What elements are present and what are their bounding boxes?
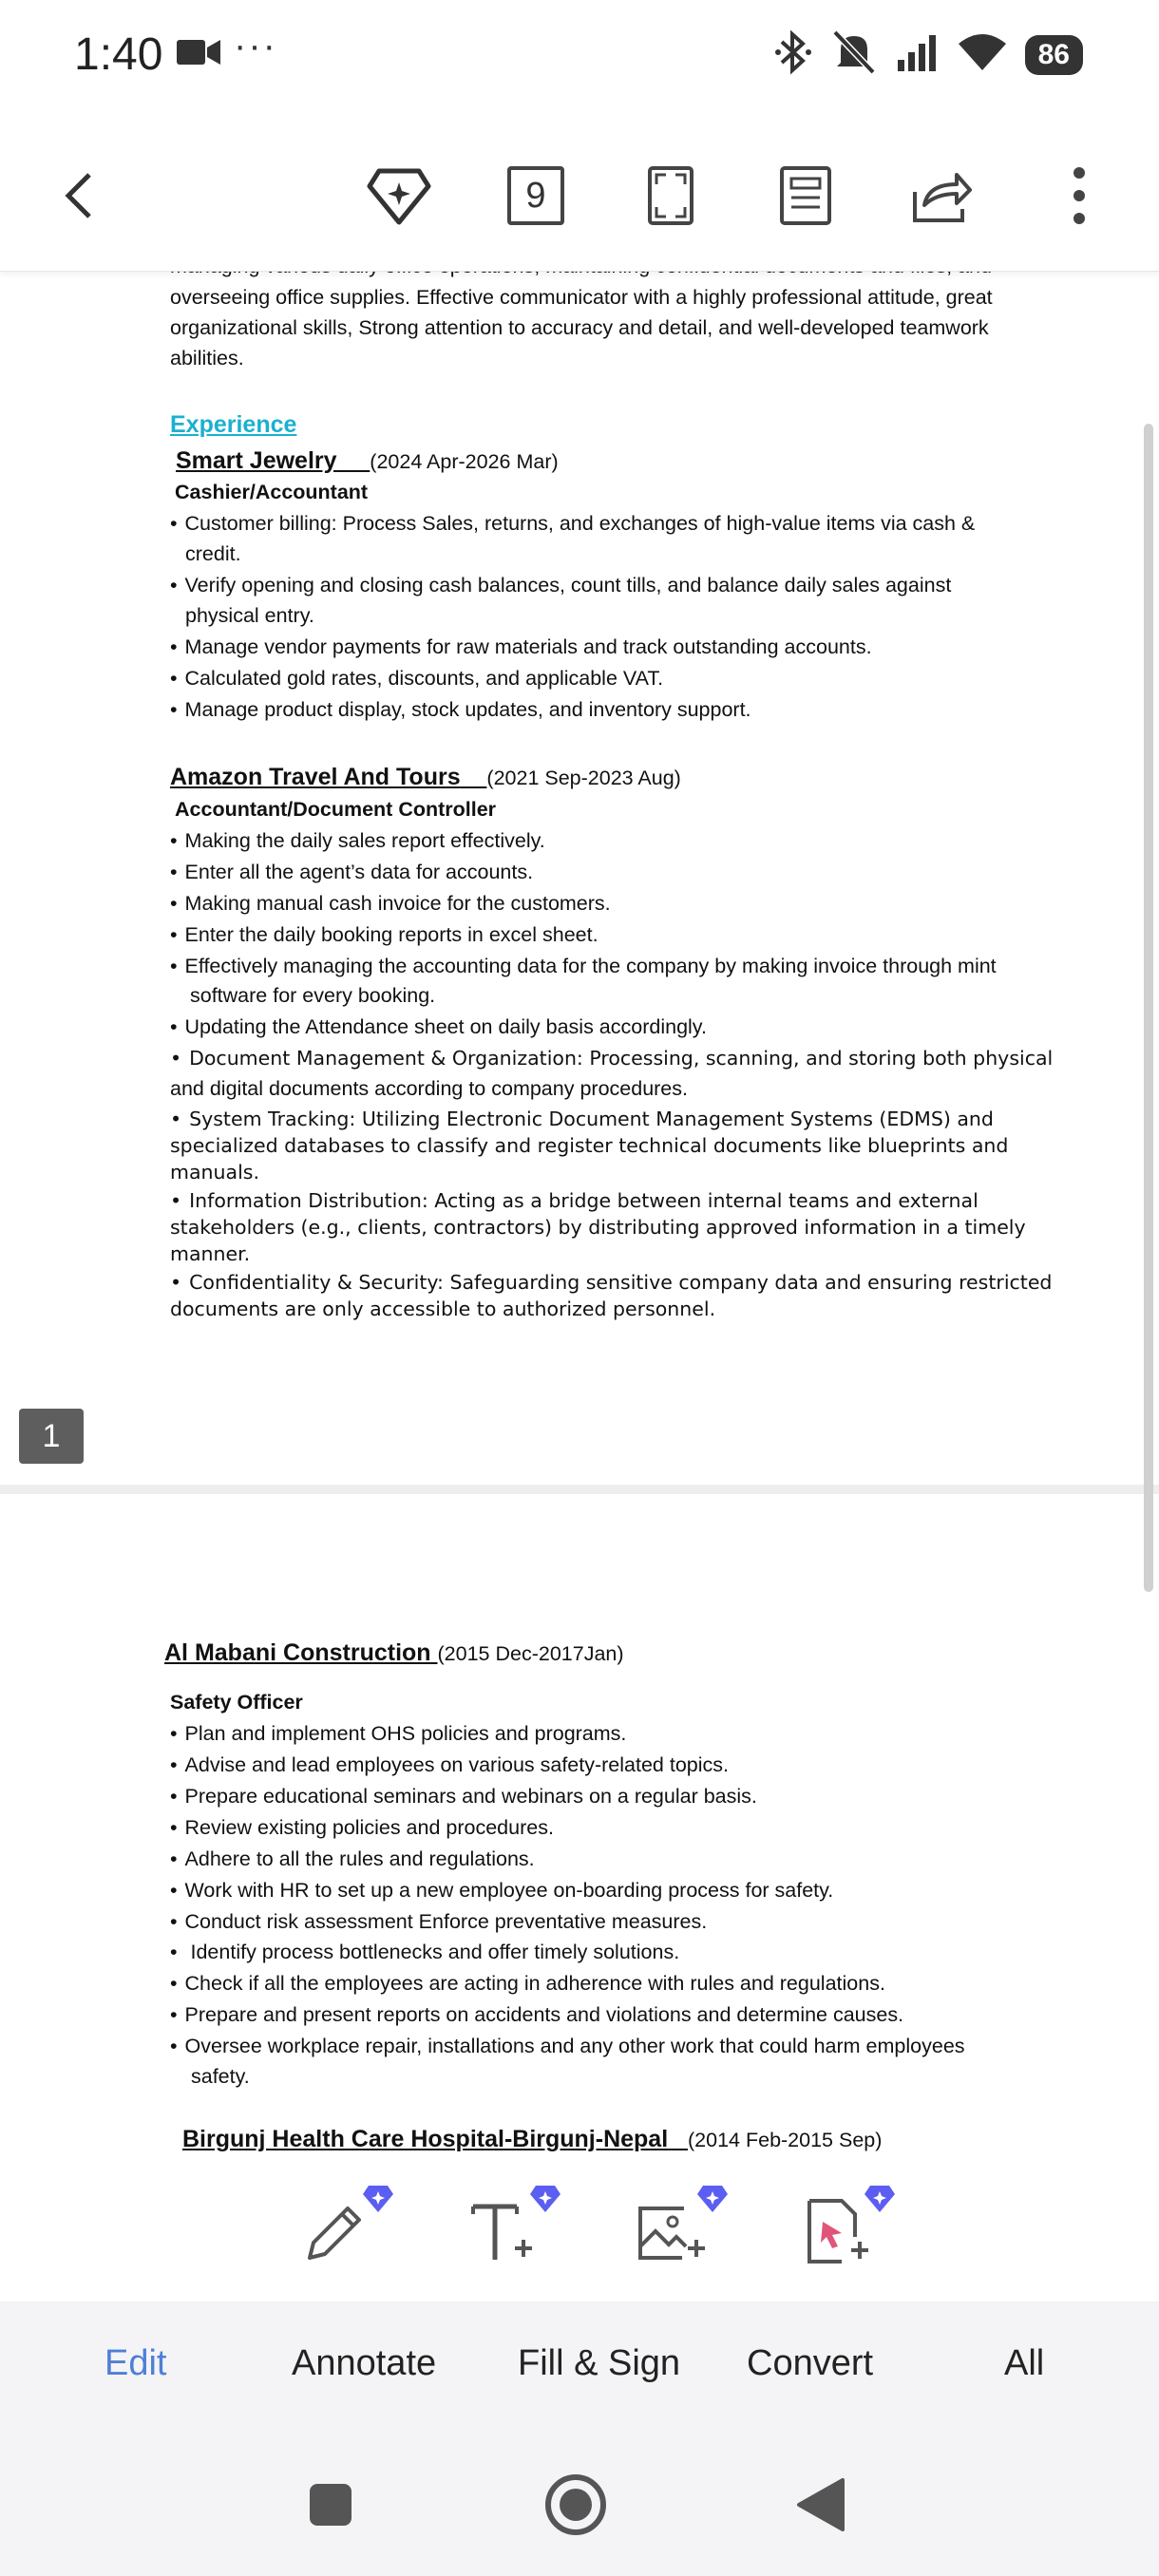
video-camera-icon: [177, 38, 220, 71]
ai-badge-icon: [528, 2182, 562, 2216]
list-item: • Enter the daily booking reports in excel sheet.: [170, 923, 598, 947]
job-dates: (2021 Sep-2023 Aug): [486, 767, 681, 789]
add-image-button[interactable]: [627, 2189, 712, 2275]
job-dates: (2015 Dec-2017Jan): [437, 1642, 624, 1665]
tab-all[interactable]: All: [1004, 2343, 1045, 2383]
share-icon: [911, 167, 974, 224]
list-item: • Enter all the agent’s data for accounts.: [170, 861, 533, 884]
list-item: • Advise and lead employees on various safety-related topics.: [170, 1753, 729, 1777]
muted-bell-icon: [829, 28, 879, 81]
list-item: • Making the daily sales report effectively.: [170, 829, 545, 853]
list-item-continued: software for every booking.: [190, 984, 436, 1007]
list-item-continued: manuals.: [170, 1161, 259, 1184]
battery-icon: 86: [1025, 35, 1083, 75]
list-item: • Document Management & Organization: Processing, scanning, and storing both physical: [170, 1047, 1053, 1070]
list-item-continued: safety.: [191, 2065, 250, 2088]
job-header: [164, 1639, 624, 1667]
list-item: • Oversee workplace repair, installations and any other work that could harm employees: [170, 2035, 965, 2058]
more-dots-icon: ···: [234, 25, 277, 66]
job-role: Accountant/Document Controller: [175, 798, 497, 821]
list-item: • Customer billing: Process Sales, returns, and exchanges of high-value items via cash &: [170, 512, 975, 536]
status-bar: [0, 0, 1159, 112]
fullscreen-icon: [647, 165, 694, 226]
job-header: [170, 764, 681, 791]
company-name: Al Mabani Construction: [164, 1639, 431, 1666]
signal-icon: [896, 33, 940, 76]
list-item-continued: credit.: [185, 542, 241, 565]
job-dates: (2024 Apr-2026 Mar): [370, 450, 559, 473]
bottom-tab-bar: [0, 2301, 1159, 2434]
list-item: • Confidentiality & Security: Safeguarding sensitive company data and ensuring restricted: [170, 1271, 1052, 1294]
tab-fill-sign[interactable]: Fill & Sign: [518, 2343, 681, 2383]
list-item: • Conduct risk assessment Enforce preventative measures.: [170, 1910, 707, 1934]
back-triangle-icon: [795, 2476, 846, 2533]
list-item: • Manage product display, stock updates, and inventory support.: [170, 698, 751, 722]
list-item: • Calculated gold rates, discounts, and applicable VAT.: [170, 667, 663, 691]
status-time: 1:40: [74, 29, 163, 80]
more-vertical-icon: [1072, 165, 1087, 226]
reading-mode-button[interactable]: [771, 161, 840, 230]
job-dates: (2014 Feb-2015 Sep): [688, 2129, 883, 2151]
recents-icon: [307, 2481, 354, 2529]
ai-button[interactable]: [365, 161, 433, 230]
job-role: Safety Officer: [170, 1691, 303, 1714]
list-item-continued: physical entry.: [185, 604, 314, 627]
list-item: • Prepare and present reports on accidents and violations and determine causes.: [170, 2003, 903, 2027]
more-options-button[interactable]: [1045, 161, 1113, 230]
top-toolbar: [0, 112, 1159, 272]
list-item: • Prepare educational seminars and webinars on a regular basis.: [170, 1785, 757, 1809]
summary-line: overseeing office supplies. Effective communicator with a highly professional attitude, great: [170, 286, 993, 309]
ai-badge-icon: [695, 2182, 730, 2216]
tab-convert[interactable]: Convert: [747, 2343, 874, 2383]
list-item: • Information Distribution: Acting as a bridge between internal teams and external: [170, 1189, 978, 1212]
home-icon: [543, 2472, 608, 2537]
list-item: • Identify process bottlenecks and offer timely solutions.: [170, 1941, 679, 1964]
list-item-continued: manner.: [170, 1242, 251, 1265]
bluetooth-icon: [774, 28, 812, 81]
share-button[interactable]: [908, 161, 977, 230]
reading-mode-icon: [779, 165, 832, 226]
page-separator: [0, 1485, 1159, 1494]
page-number-badge: 1: [19, 1409, 84, 1464]
back-nav-button[interactable]: [785, 2469, 857, 2541]
wifi-icon: [957, 32, 1008, 77]
scrollbar[interactable]: [1144, 424, 1153, 1592]
add-text-button[interactable]: [460, 2189, 545, 2275]
edit-tools-row: [0, 2161, 1159, 2301]
recents-button[interactable]: [294, 2469, 367, 2541]
company-name: Smart Jewelry: [176, 447, 337, 474]
list-item: • Plan and implement OHS policies and programs.: [170, 1722, 626, 1746]
list-item-continued: documents are only accessible to authorized personnel.: [170, 1297, 716, 1320]
list-item: • Manage vendor payments for raw materials and track outstanding accounts.: [170, 635, 872, 659]
back-button[interactable]: [46, 161, 114, 230]
list-item: • Effectively managing the accounting data for the company by making invoice through mint: [170, 955, 997, 978]
ai-badge-icon: [863, 2182, 897, 2216]
list-item: • Verify opening and closing cash balances, count tills, and balance daily sales against: [170, 574, 951, 597]
list-item: • Check if all the employees are acting in adherence with rules and regulations.: [170, 1972, 885, 1996]
ai-badge-icon: [361, 2182, 395, 2216]
list-item: • Work with HR to set up a new employee on-boarding process for safety.: [170, 1879, 833, 1903]
list-item: • Updating the Attendance sheet on daily basis accordingly.: [170, 1015, 707, 1039]
page-count-button[interactable]: [502, 161, 570, 230]
fullscreen-button[interactable]: [636, 161, 705, 230]
page-count-icon: 9: [507, 166, 564, 225]
experience-heading: Experience: [170, 411, 297, 438]
pencil-edit-button[interactable]: [293, 2189, 378, 2275]
tab-edit[interactable]: Edit: [104, 2343, 167, 2383]
job-header: [176, 447, 559, 475]
home-button[interactable]: [540, 2469, 612, 2541]
ai-gem-icon: [366, 165, 432, 226]
company-name: Birgunj Health Care Hospital-Birgunj-Nepal: [182, 2126, 669, 2152]
tab-annotate[interactable]: Annotate: [292, 2343, 437, 2383]
status-right-icons: [774, 28, 1083, 81]
list-item: • Adhere to all the rules and regulations.: [170, 1847, 535, 1871]
document-viewer[interactable]: [0, 272, 1159, 2301]
list-item-continued: and digital documents according to company procedures.: [170, 1077, 688, 1100]
list-item-continued: specialized databases to classify and register technical documents like blueprints and: [170, 1134, 1009, 1157]
list-item-continued: stakeholders (e.g., clients, contractors) by distributing approved information in a timely: [170, 1216, 1026, 1239]
job-role: Cashier/Accountant: [175, 481, 369, 503]
summary-line: organizational skills, Strong attention to accuracy and detail, and well-developed teamwork: [170, 316, 989, 339]
list-item: • Making manual cash invoice for the customers.: [170, 892, 611, 916]
summary-line: abilities.: [170, 347, 244, 369]
job-header: [182, 2126, 882, 2153]
system-nav-bar: [0, 2434, 1159, 2576]
company-name: Amazon Travel And Tours: [170, 764, 461, 790]
ai-document-button[interactable]: [794, 2189, 880, 2275]
back-icon: [61, 169, 99, 222]
list-item: • System Tracking: Utilizing Electronic Document Management Systems (EDMS) and: [170, 1108, 994, 1130]
list-item: • Review existing policies and procedures.: [170, 1816, 554, 1840]
